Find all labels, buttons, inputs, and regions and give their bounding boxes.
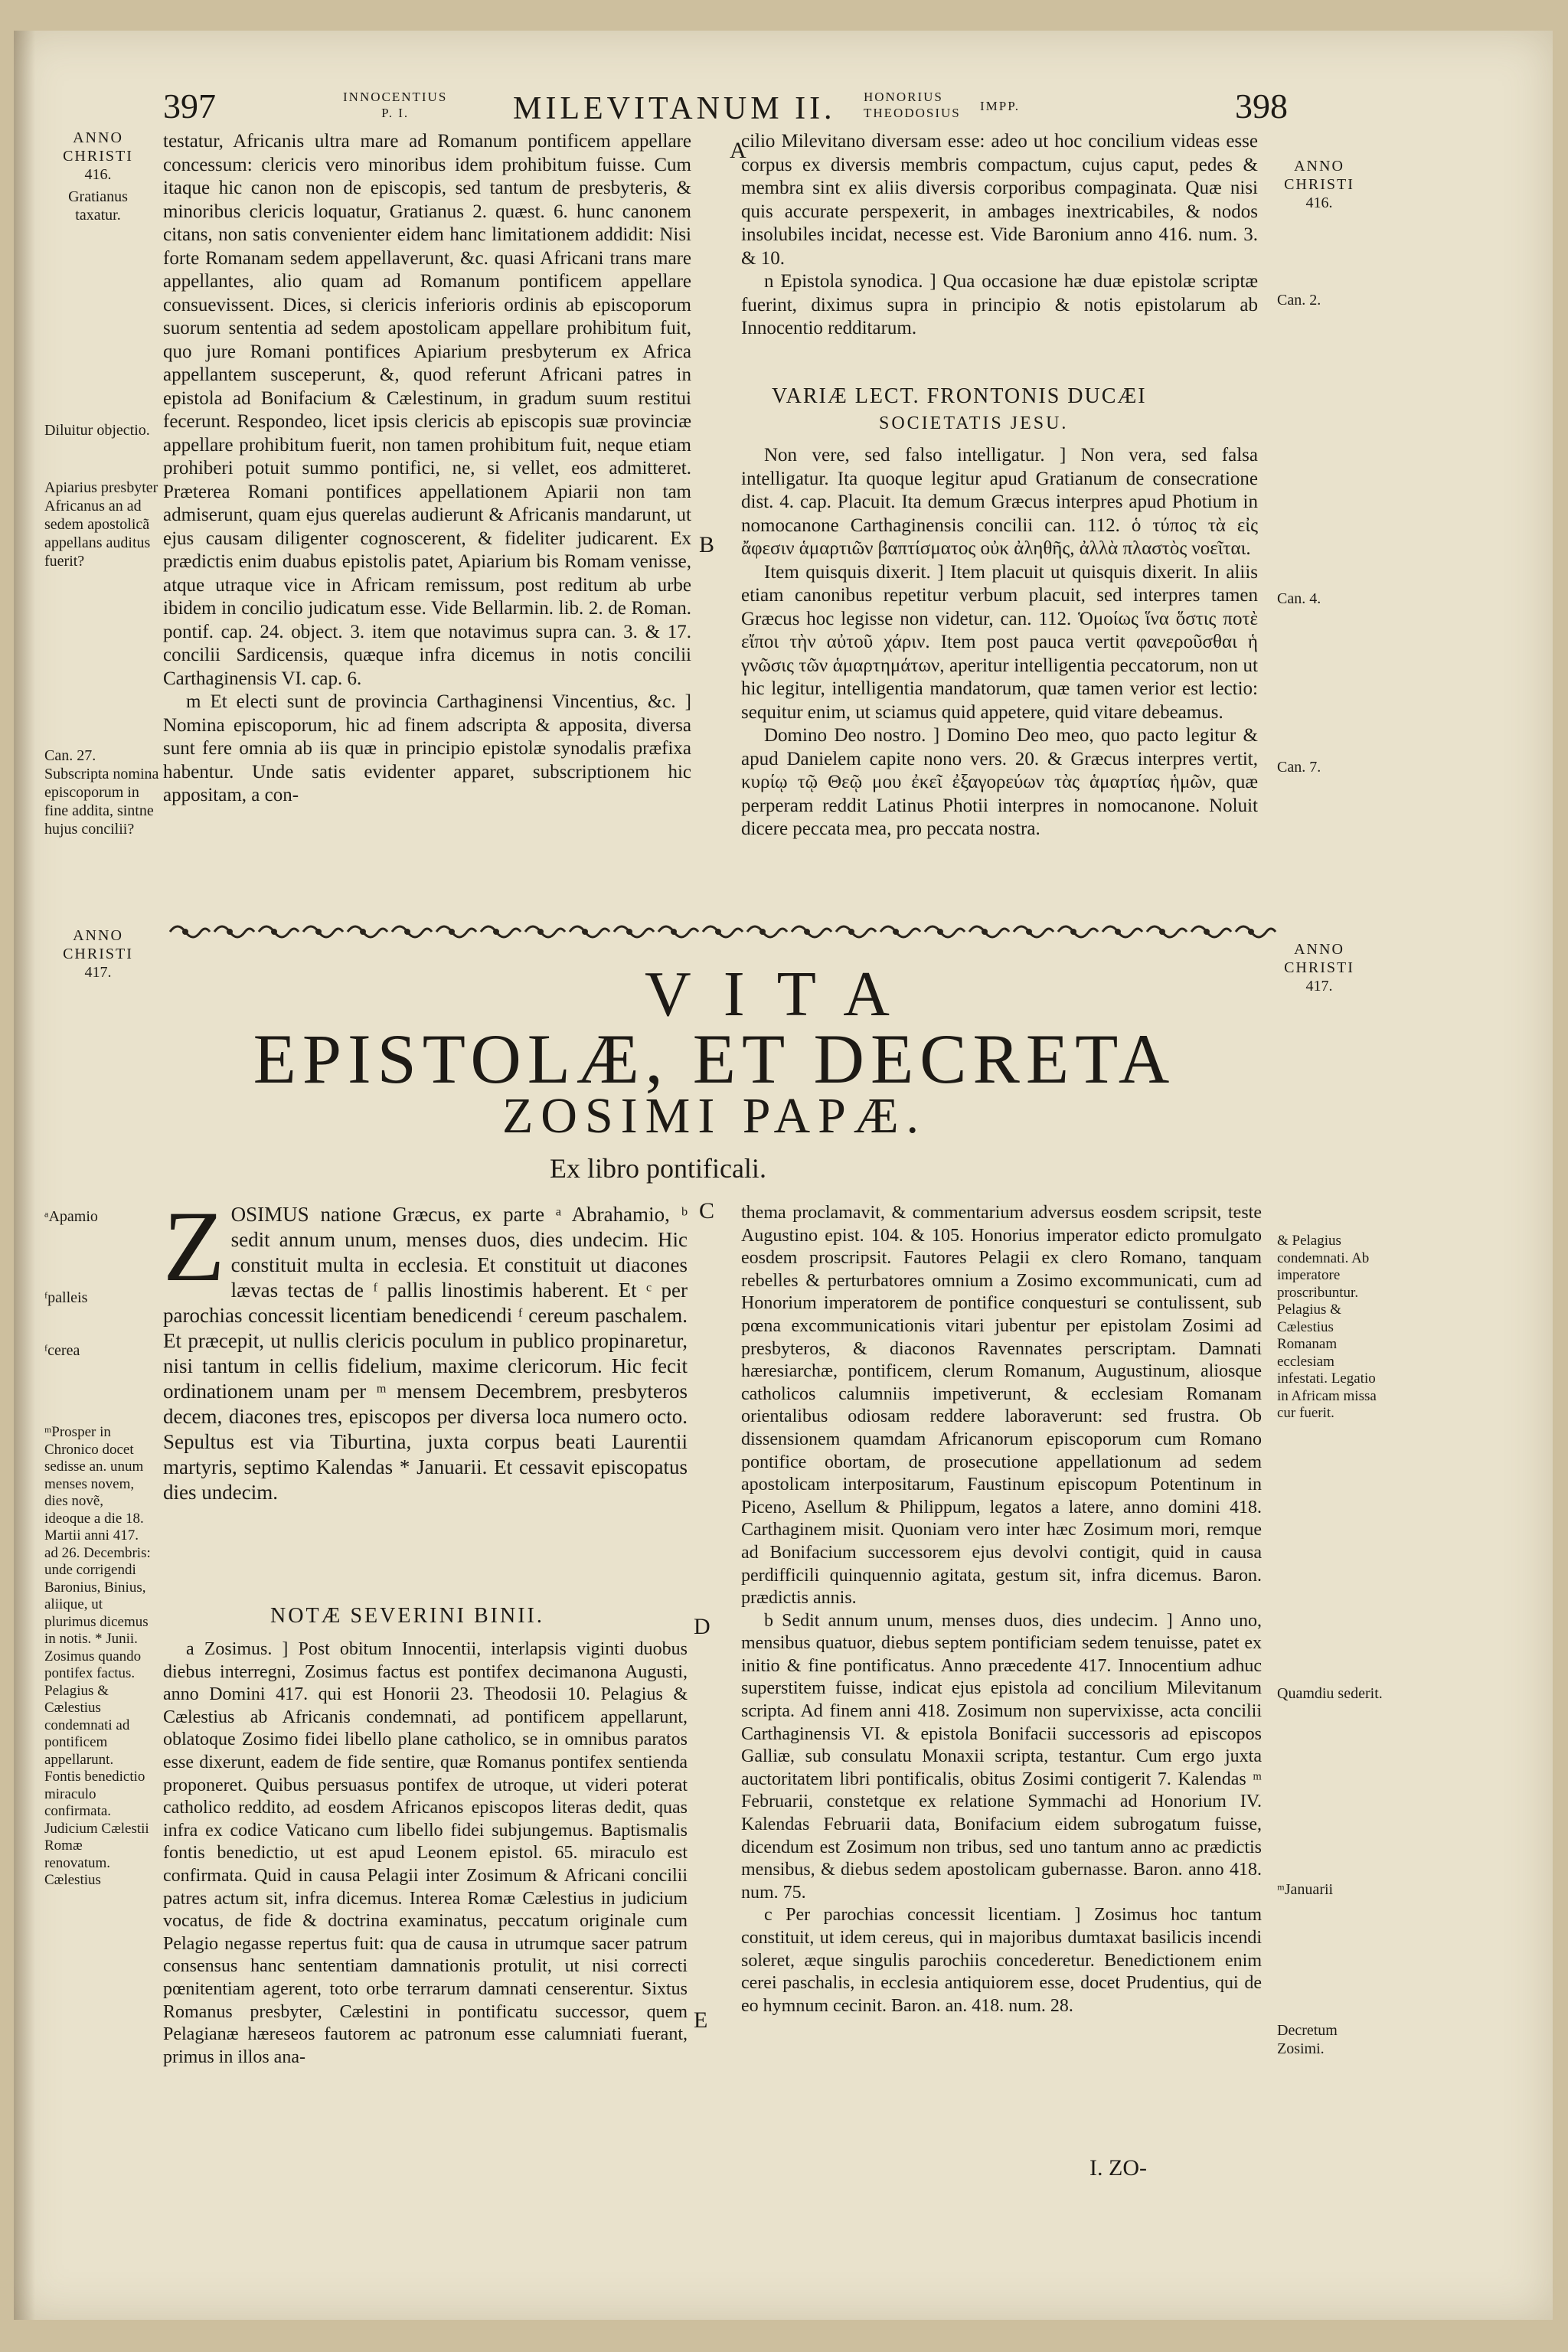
variae-paragraph-3: Domino Deo nostro. ] Domino Deo meo, quo pacto legitur & apud Danielem capite nono vers. 20. & Græcus interpres vertit, κυρίῳ τῷ Θεῷ μου ἐκεῖ ἐξαγορεύων τὰς ἁμαρτίας ἡμῶν, quæ perperam reddit Latinus Photii interpres in nomocanone. Noluit dicere peccata mea, pro peccata nostra. xyxy=(741,725,1258,839)
margin-note-prosper: ᵐProsper in Chronico docet sedisse an. unum menses novem, dies novẽ, ideoque a die 18. Martii anni 417. ad 26. Decembris: unde corrigendi Baronius, Binius, aliique, ut plurimus dicemus in notis. * Junii. Zosimus quando pontifex factus. Pelagius & Cælestius condemnati ad pontificem appellarunt. Fontis benedictio miraculo confirmata. Judicium Cælestii Romæ renovatum. Cælestius xyxy=(44,1424,151,1888)
christi-label: CHRISTI xyxy=(1284,176,1354,193)
margin-note-apiarius: Apiarius presbyter Africanus an ad sedem apostolicã appellans auditus fuerit? xyxy=(44,479,158,570)
ornament-dot xyxy=(715,929,721,935)
running-head-right-1: HONORIUS xyxy=(864,90,943,104)
ornament-scroll xyxy=(214,926,254,937)
book-page xyxy=(14,31,1553,2320)
running-head-right xyxy=(864,89,961,121)
lower-right-paragraph-b: b Sedit annum unum, menses duos, dies undecim. ] Anno uno, mensibus quatuor, diebus septem pontificiam sedem tenuisse, patet ex initio & fine pontificatus. Anno præcedente 417. Innocentium adhuc superstitem fuisse, indicat ejus epistola ad concilium Milevitanum scripta. Ad finem anni 418. Zosimum non supervixisse, acta concilii Carthaginensis VI. & epistola Bonifacii successoris ad episcopos Galliæ, sub consulatu Monaxii scripta, testantur. Cum ergo juxta auctoritatem libri pontificalis, obitus Zosimi contigerit 7. Kalendas ᵐ Februarii, constetque ex relatione Symmachi ad Honorium IV. Kalendas Februarii data, Bonifacium eidem subrogatum fuisse, dicendum est Zosimum non tribus, sed uno tantum anno ac prædictis mensibus, & diebus sedem apostolicam gubernasse. Baron. anno 418. num. 75. xyxy=(741,1610,1262,1903)
ornament-dot xyxy=(804,929,810,935)
ornament-scroll xyxy=(880,926,920,937)
ornament-scroll xyxy=(170,926,210,937)
ornament-scroll xyxy=(1102,926,1142,937)
running-title: MILEVITANUM II. xyxy=(513,91,836,126)
anno-label: ANNO xyxy=(1294,158,1344,175)
ornament-dot xyxy=(1248,929,1254,935)
ornament-dot xyxy=(1115,929,1121,935)
title-zosimi: ZOSIMI PAPÆ. xyxy=(501,1088,927,1144)
ornament-scroll xyxy=(925,926,965,937)
anno-year: 416. xyxy=(1305,194,1333,211)
ornament-dot xyxy=(1070,929,1076,935)
ornament-dot xyxy=(982,929,988,935)
variae-lectiones-title: VARIÆ LECT. FRONTONIS DUCÆI xyxy=(772,384,1147,408)
variae-paragraph-1: Non vere, sed falso intelligatur. ] Non vera, sed falsa intelligatur. Ita quoque legitur apud Gratianum de consecratione dist. 4. cap. Placuit. Ita demum Græcus interpres apud Photium in nomocanone Carthaginensis concilii can. 112. ὁ τύπος τὰ εἰς ἄφεσιν ἁμαρτιῶν βαπτίσματος οὐκ ἀληθῆς, ἀλλὰ πλαστὸς νοεῖται. xyxy=(741,445,1258,559)
section-letter-a: A xyxy=(730,138,746,163)
title-epistolae: EPISTOLÆ, ET DECRETA xyxy=(253,1020,1176,1098)
ornament-scroll xyxy=(525,926,565,937)
ornament-dot xyxy=(1026,929,1032,935)
ornamental-divider xyxy=(167,919,1277,945)
margin-note-pelagius: & Pelagius condemnati. Ab imperatore proscribuntur. Pelagius & Cælestius Romanam ecclesiam infestati. Legatio in Africam missa cur fuerit. xyxy=(1277,1233,1377,1421)
ornament-dot xyxy=(848,929,854,935)
dropcap-z: Z xyxy=(163,1190,225,1302)
margin-note-can7: Can. 7. xyxy=(1277,759,1321,776)
top-right-note-n: n Epistola synodica. ] Qua occasione hæ duæ epistolæ scriptæ fuerint, diximus supra in principio & notis epistolarum ab Innocentio redditarum. xyxy=(741,271,1258,338)
anno-label: ANNO xyxy=(73,129,123,146)
ornament-dot xyxy=(582,929,588,935)
ornament-scroll xyxy=(1058,926,1098,937)
section-letter-e: E xyxy=(694,2007,708,2033)
ornament-dot xyxy=(227,929,233,935)
catchword: I. ZO- xyxy=(1089,2155,1147,2180)
ornament-scroll xyxy=(836,926,876,937)
top-right-paragraph: cilio Milevitano diversam esse: adeo ut hoc concilium videas esse corpus ex diversis membris compactum, cujus caput, pedes & membra sint ex aliis diversis corporibus compaginata. Quæ nisi quis accurate perspexerit, in ambages inextricabiles, & nodos insolubiles incidat, necesse est. Vide Baronium anno 416. num. 3. & 10. xyxy=(741,131,1258,269)
vita-paragraph: OSIMUS natione Græcus, ex parte ᵃ Abrahamio, ᵇ sedit annum unum, menses duos, dies undecim. Hic constituit multa in ecclesia. Et constituit ut diacones lævas tectas de ᶠ pallis linostimis haberent. Et ᶜ per parochias concessit licentiam benedicendi ᶠ cereum paschalem. Et præcepit, ut nullis clericis poculum in publico propinaretur, nisi tantum in cellis fidelium, maxime clericorum. Hic fecit ordinationem unam per ᵐ mensem Decembrem, presbyteros decem, diacones tres, episcopos per diversa loca numero octo. Sepultus est via Tiburtina, juxta corpus beati Laurentii martyris, septimo Kalendas * Januarii. Et cessavit episcopatus dies undecim. xyxy=(163,1203,688,1504)
ornament-dot xyxy=(182,929,188,935)
running-head-impp: IMPP. xyxy=(980,99,1021,113)
ornament-scroll xyxy=(703,926,743,937)
ornament-dot xyxy=(1159,929,1165,935)
margin-note-can27: Can. 27. Subscripta nomina episcoporum in fine addita, sintne hujus concilii? xyxy=(44,747,159,838)
ornament-dot xyxy=(537,929,544,935)
top-left-note-m: m Et electi sunt de provincia Carthaginensi Vincentius, &c. ] Nomina episcoporum, hic ad finem adscripta & apposita, diversa sunt fere omnia ab iis quæ in principio epistolæ synodalis præfixa habentur. Unde satis evidenter apparet, subscriptionem hic appositam, a con- xyxy=(163,691,691,805)
margin-note-decretum: Decretum Zosimi. xyxy=(1277,2022,1338,2057)
variae-paragraph-2: Item quisquis dixerit. ] Item placuit ut quisquis dixerit. In aliis etiam canonibus repetitur verbum placuit, sed interpres tamen Græcus hoc legisse non videtur, can. 112. Ὁμοίως ἵνα ὅστις ποτὲ εἴποι τὴν αὐτοῦ χάριν. Item post pauca vertit φανεροῦσθαι ἡ γνῶσις τῶν ἁμαρτημάτων, aperitur intelligentia peccatorum, non ut hic legitur, intelligentia mandatorum, quæ tamen verior est lectio: sequitur enim, ut sciamus quid appetere, quid vitare debeamus. xyxy=(741,561,1258,723)
margin-note-palleis: ᶠpalleis xyxy=(44,1289,88,1306)
ornament-scroll xyxy=(614,926,654,937)
margin-note-quamdiu: Quamdiu sederit. xyxy=(1277,1685,1383,1702)
margin-note-can2: Can. 2. xyxy=(1277,292,1321,309)
ornament-dot xyxy=(449,929,455,935)
top-left-column xyxy=(163,130,691,808)
ornament-dot xyxy=(1204,929,1210,935)
ornament-scroll xyxy=(1191,926,1231,937)
running-head-left xyxy=(343,89,447,121)
section-letter-d: D xyxy=(694,1614,710,1639)
ornament-scroll xyxy=(658,926,698,937)
title-vita: VITA xyxy=(645,959,922,1030)
ornament-dot xyxy=(493,929,499,935)
subtitle-ex-libro: Ex libro pontificali. xyxy=(550,1153,766,1184)
ornament-scroll xyxy=(792,926,831,937)
christi-label: CHRISTI xyxy=(63,148,133,165)
ornament-dot xyxy=(671,929,677,935)
ornament-scroll xyxy=(1236,926,1276,937)
ornament-dot xyxy=(760,929,766,935)
ornament-dot xyxy=(404,929,410,935)
notae-paragraph: a Zosimus. ] Post obitum Innocentii, interlapsis viginti duobus diebus interregni, Zosimus factus est pontifex decimanona Augusti, anno Domini 417. qui est Honorii 23. Theodosii 10. Pelagius & Cælestius ab Africanis condemnati, ad pontificem appellarunt, oblatoque Zosimo fidei libello plane catholico, se in omnibus paratos esse dixerunt, eadem de fide sentire, quæ Romanus pontifex sentienda proponeret. Quibus persuasus pontifex de utroque, ut videri poterat catholico reddito, ad eosdem Africanos episcopos literas dedit, quas infra ex codice Vaticano cum libello fidei subjungemus. Baptismalis fontis benedictio, ut est apud Leonem epistol. 65. miraculo est confirmata. Quid in causa Pelagii inter Zosimum & Africani concilii patres actum sit, infra dicemus. Interea Romæ Cælestius in judicium vocatus, de fide & doctrina examinatus, peccatum originale cum Pelagio negasse repertus fuit: qua de causa in utrumque sacer patrum consensus hanc sententiam damnationis protulit, ut nisi correcti pœnitentiam agerent, toto orbe terrarum damnati censerentur. Sixtus Romanus presbyter, Cælestini in pontificatu successor, quem Pelagianæ hæreseos fautorem ac patronum esse calumniati fuerant, primus in illos ana- xyxy=(163,1639,688,2067)
ornament-scroll xyxy=(481,926,521,937)
top-left-paragraph: testatur, Africanis ultra mare ad Romanum pontificem appellare concessum: clericis vero minoribus idem prohibitum fuisse. Cum itaque hic canon non de episcopis, sed tantum de presbyteris, & minoribus clericis loquatur, Gratianus 2. quæst. 6. hunc canonem citans, non satis convenienter eidem hanc limitationem addidit: Nisi forte Romanam sedem appellaverunt, &c. quasi Africani trans mare appellantes, alio quam ad Romanum pontificem appellare consuevissent. Dices, si clericis inferioris ordinis ab episcoporum suorum sententia ad sedem apostolicam appellare prohibitum fuit, quo jure Romani pontifices Apiarium presbyterum ex Africa appellantem susceperunt, &, quod referunt Africani patres in epistola ad Bonifacium & Cælestinum, in gradum suum restitui fecerunt. Respondeo, licet ipsis clericis ab episcopis suæ provinciæ appellare prohibitum fuerit, non tamen prohibitum fuit, neque etiam prohiberi potuit summo pontifici, ne, si vellet, eos admitteret. Præterea Romani pontifices appellationem Apiarii non tam admiserunt, quam ejus querelas audierunt & Africanis mandarunt, ut ejus causam diligenter cognoscerent, & fideliter judicarent. Ex prædictis enim duabus epistolis patet, Apiarium bis Romam venisse, atque utraque vice in Africam remissum, post reditum ab urbe ibidem in concilio judicatum esse. Vide Bellarmin. lib. 2. de Roman. pontif. cap. 24. object. 3. item que notavimus supra can. 3. & 17. concilii Sardicensis, quæque infra dicemus in notis concilii Carthaginensis VI. cap. 6. xyxy=(163,131,691,689)
ornament-dot xyxy=(893,929,899,935)
ornament-dot xyxy=(360,929,366,935)
margin-anno-left-top xyxy=(44,129,152,184)
ornament-scroll xyxy=(259,926,299,937)
anno-year: 416. xyxy=(84,166,112,183)
variae-lectiones-text xyxy=(741,444,1258,841)
margin-note-apamio: ᵃApamio xyxy=(44,1208,98,1225)
ornament-scroll xyxy=(436,926,476,937)
anno-label: ANNO xyxy=(1294,941,1344,958)
running-head-right-2: THEODOSIUS xyxy=(864,106,961,120)
anno-label: ANNO xyxy=(73,927,123,944)
christi-label: CHRISTI xyxy=(63,946,133,962)
variae-lectiones-subtitle: SOCIETATIS JESU. xyxy=(879,413,1069,433)
ornament-scroll xyxy=(348,926,387,937)
binding-shadow xyxy=(14,31,35,2320)
page-number-left: 397 xyxy=(163,87,216,126)
anno-year: 417. xyxy=(84,964,112,981)
lower-right-paragraph-c: thema proclamavit, & commentarium adversus eosdem scripsit, teste Augustino epist. 104. & 105. Honorius imperator edicto promulgato eosdem proscripsit. Fautores Pelagii ex clero Romano, tanquam rebelles & perturbatores omnium a Zosimo excommunicati, cum ad Honorium imperatorem de pontifice conquesturi se contulissent, sub pœna excommunicationis vitari jubentur per epistolam Zosimi ad presbyteros, & diaconos Ravennates perscriptam. Damnati hæresiarchæ, pontificem, clerum Romanum, Augustinum, aliosque catholicos calumniis impetiverunt, & ecclesiam Romanam orientalibus odiosam reddere laboraverunt: sed frustra. Ob dissensionem quamdam Africanorum episcoporum cum Romano pontifice obortam, de prosecutione appellationum ad sedem apostolicam interpositarum, Faustinum episcopum Potentinum in Piceno, Asellum & Philippum, legatos a latere, anno domini 418. Carthaginem misit. Quoniam vero inter hæc Zosimum mori, remque ad Bonifacium successorem ejus devolvi contigit, quid in causa perdifficili quinquennio agitata, gestum sit, infra dicemus. Baron. prædictis annis. xyxy=(741,1203,1262,1609)
ornament-scroll xyxy=(1014,926,1054,937)
running-head-left-1: INNOCENTIUS xyxy=(343,90,448,104)
vita-column xyxy=(163,1190,688,1505)
margin-note-januarii: ᵐJanuarii xyxy=(1277,1881,1334,1898)
notae-column xyxy=(163,1638,688,2069)
ornament-scroll xyxy=(392,926,432,937)
margin-note-diluitur: Diluitur objectio. xyxy=(44,422,150,439)
lower-right-paragraph-e: c Per parochias concessit licentiam. ] Zosimus hoc tantum constituit, ut idem cereus, qui in majoribus dumtaxat basilicis incendi soleret, æque singulis parochiis concederetur. Benedictionem enim cerei paschalis, in ecclesia antiquiorem esse, docet Prudentius, qui de eo hymnum cecinit. Baron. an. 418. num. 28. xyxy=(741,1905,1262,2016)
anno-year: 417. xyxy=(1305,978,1333,995)
ornament-scroll xyxy=(1147,926,1187,937)
ornament-dot xyxy=(315,929,322,935)
ornament-scroll xyxy=(570,926,609,937)
top-right-column xyxy=(741,130,1258,341)
lower-right-column xyxy=(741,1202,1262,2017)
page-number-right: 398 xyxy=(1235,87,1288,126)
ornament-scroll xyxy=(969,926,1009,937)
section-letter-c: C xyxy=(699,1198,715,1223)
christi-label: CHRISTI xyxy=(1284,959,1354,976)
ornament-scroll xyxy=(747,926,787,937)
section-letter-b: B xyxy=(699,532,715,557)
margin-note-can4: Can. 4. xyxy=(1277,590,1321,607)
running-head-left-2: P. I. xyxy=(381,106,410,120)
margin-note-cerea: ᶠcerea xyxy=(44,1342,80,1359)
notae-title: NOTÆ SEVERINI BINII. xyxy=(270,1604,544,1628)
ornament-dot xyxy=(626,929,632,935)
margin-note-gratianus: Gratianus taxatur. xyxy=(68,188,128,224)
ornament-dot xyxy=(937,929,943,935)
ornament-dot xyxy=(271,929,277,935)
margin-anno-right-top xyxy=(1269,157,1369,212)
ornament-scroll xyxy=(303,926,343,937)
